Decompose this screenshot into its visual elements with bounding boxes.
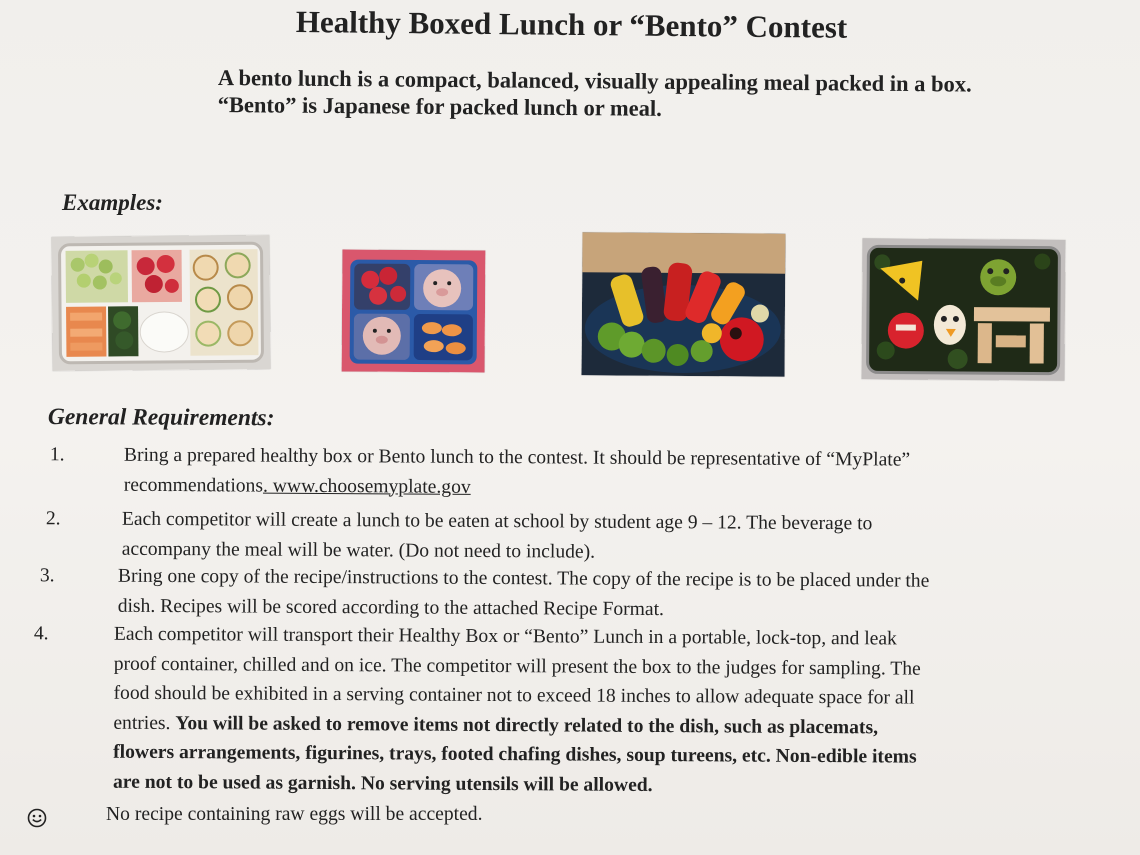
requirement-line: Bring a prepared healthy box or Bento lunch to the contest. It should be representative of “MyPlate”	[123, 444, 911, 471]
requirement-number: 3.	[39, 565, 55, 587]
requirement-line: Bring one copy of the recipe/instructions to the contest. The copy of the recipe is to be placed under the	[117, 565, 930, 592]
raw-eggs-note: No recipe containing raw eggs will be accepted.	[106, 804, 483, 825]
requirement-line: recommendations	[123, 474, 264, 497]
bento-photo-angry-birds	[862, 238, 1066, 380]
requirement-line: Each competitor will create a lunch to be eaten at school by student age 9 – 12. The beverage to	[121, 508, 873, 535]
requirement-number: 2.	[45, 508, 61, 530]
requirement-number: 1.	[49, 444, 65, 466]
requirement-line: entries.	[113, 712, 176, 734]
bento-photo-pig-onigiri	[342, 250, 486, 373]
document-title: Healthy Boxed Lunch or “Bento” Contest	[295, 4, 848, 45]
bento-photo-vegetables	[582, 232, 786, 376]
requirement-line-bold: flowers arrangements, figurines, trays, footed chafing dishes, soup tureens, etc. Non-edible items	[113, 741, 917, 768]
smiley-icon	[27, 808, 47, 828]
requirement-line: dish. Recipes will be scored according to the attached Recipe Format.	[117, 595, 665, 620]
subtitle-line-2: “Bento” is Japanese for packed lunch or meal.	[217, 91, 662, 121]
requirement-line: food should be exhibited in a serving container not to exceed 18 inches to allow adequate space for all	[113, 682, 915, 709]
examples-heading: Examples:	[62, 190, 163, 215]
requirement-line: proof container, chilled and on ice. The competitor will present the box to the judges for sampling. The	[113, 653, 921, 680]
requirement-line-bold: You will be asked to remove items not directly related to the dish, such as placemats,	[175, 712, 879, 738]
bento-photo-fruit-wraps	[51, 235, 270, 371]
myplate-link[interactable]: . www.choosemyplate.gov	[262, 475, 471, 498]
requirement-line: accompany the meal will be water. (Do not need to include).	[121, 538, 596, 563]
subtitle-line-1: A bento lunch is a compact, balanced, visually appealing meal packed in a box.	[217, 64, 972, 97]
requirement-line: Each competitor will transport their Healthy Box or “Bento” Lunch in a portable, lock-top, and leak	[113, 623, 897, 650]
document-subtitle	[218, 64, 972, 125]
requirement-number: 4.	[33, 623, 49, 645]
requirements-heading: General Requirements:	[47, 404, 275, 432]
requirement-line-bold: are not to be used as garnish. No serving utensils will be allowed.	[112, 771, 653, 796]
